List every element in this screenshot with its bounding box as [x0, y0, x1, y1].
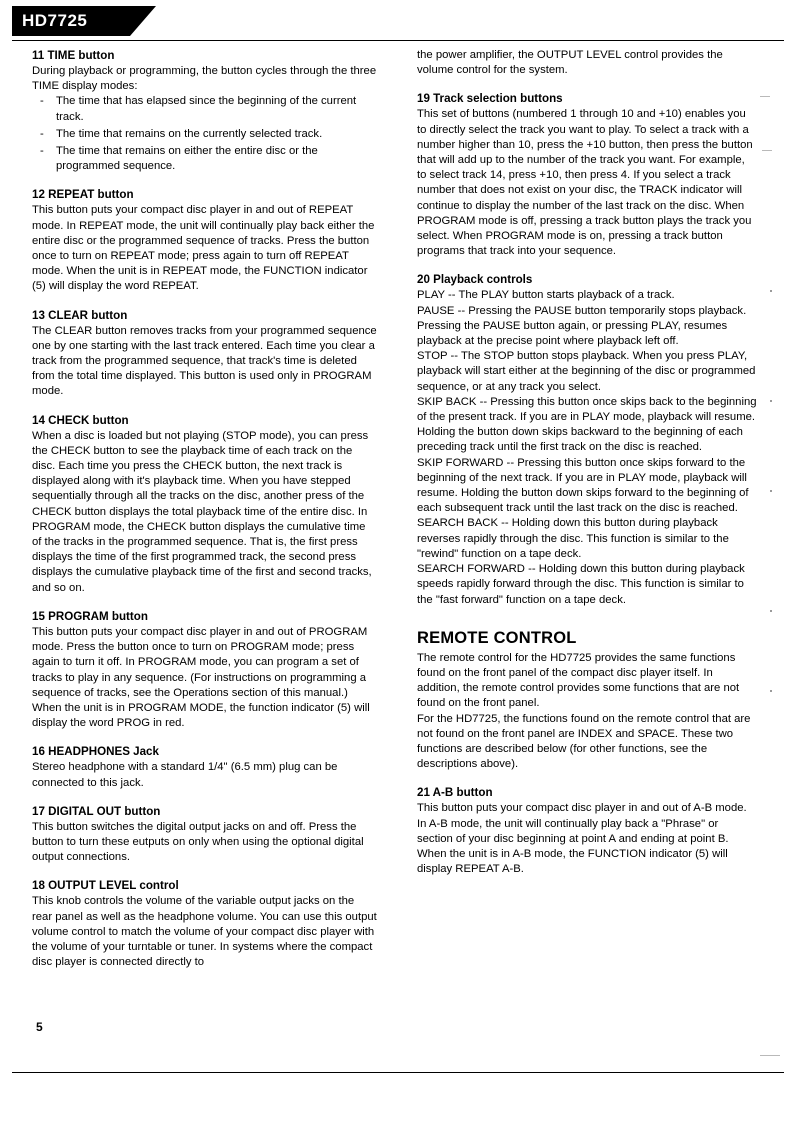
body-paragraph: the power amplifier, the OUTPUT LEVEL control provides the volume control for the system. [417, 49, 723, 77]
scan-artifact [770, 400, 772, 402]
body-paragraph: Stereo headphone with a standard 1/4" (6.5 mm) plug can be connected to this jack. [32, 761, 338, 789]
dash-bullet-icon: - [40, 145, 44, 158]
scan-artifact [760, 96, 770, 97]
list-item-text: The time that remains on either the entire disc or the programmed sequence. [56, 145, 318, 173]
body-paragraph: For the HD7725, the functions found on the remote control that are not found on the front panel are INDEX and SPACE. These two functions are described below (for other functions, see the descriptions above). [417, 712, 751, 771]
scan-artifact [770, 690, 772, 692]
body-paragraph: When a disc is loaded but not playing (STOP mode), you can press the CHECK button to see the playback time of each track on the disc. Each time you press the CHECK button, the next track is displayed along with it's playback time. When you have stepped sequentially through all the tracks on the disc, another press of the CHECK button displays the total playback time of the entire disc. In PROGRAM mode, the CHECK button displays the cumulative time of the tracks in the programmed sequence. That is, the first press displays the time of the first programmed track, the second press displays the cumulative playback time of the first and second tracks, and so on. [32, 429, 372, 594]
section-heading: 14 CHECK button [32, 413, 129, 427]
section-heading: 15 PROGRAM button [32, 609, 148, 623]
two-column-layout [0, 48, 797, 970]
body-paragraph: This knob controls the volume of the variable output jacks on the rear panel as well as the headphone volume. You can use this output volume control to match the volume of your compact disc player with the volume of your turntable or tuner. In systems where the compact disc player is connected directly to [32, 895, 377, 969]
major-heading: REMOTE CONTROL [417, 628, 577, 647]
body-paragraph: SEARCH BACK -- Holding down this button during playback reverses rapidly through the disc. This function is similar to the "rewind" function on a tape deck. [417, 517, 729, 560]
list-item [32, 127, 377, 142]
body-paragraph: This set of buttons (numbered 1 through 10 and +10) enables you to directly select the track you want to play. To select a track with a number higher than 10, press the +10 button, then press the button that will add up to the number of the track you want. For example, to select track 14, press +10, then press 4. If you select a track number that does not exist on your disc, the TRACK indicator will continue to display the number of the last track on the disc. When PROGRAM mode is off, pressing a track button plays the track you select. When PROGRAM mode is on, pressing a track button programs that track into your sequence. [417, 108, 753, 258]
bottom-divider [12, 1072, 784, 1073]
page-number: 5 [36, 1020, 43, 1034]
body-paragraph: This button puts your compact disc player in and out of A-B mode. In A-B mode, the unit will continually play back a "Phrase" or section of your disc beginning at point A and ending at point B. When the unit is in A-B mode, the FUNCTION indicator (5) will display REPEAT A-B. [417, 802, 747, 876]
body-paragraph: The CLEAR button removes tracks from your programmed sequence one by one starting with the last track entered. Each time you clear a track from the programmed sequence, that track's time is deleted from the total time displayed. This button is used only in PROGRAM mode. [32, 324, 377, 398]
scan-artifact [770, 610, 772, 612]
banner-wedge [130, 6, 156, 36]
dash-list [32, 94, 377, 174]
scan-artifact [770, 490, 772, 492]
body-paragraph: SKIP FORWARD -- Pressing this button once skips forward to the beginning of the next track. If you are in PLAY mode, playback will resume. Holding the button down skips forward to the beginning of each subsequent track until the last track on the disc is reached. [417, 456, 749, 515]
section-heading: 13 CLEAR button [32, 308, 128, 322]
section-heading: 19 Track selection buttons [417, 92, 563, 106]
section-heading: 21 A-B button [417, 786, 493, 800]
model-name: HD7725 [22, 11, 88, 30]
top-divider [12, 40, 784, 41]
model-banner [12, 6, 152, 36]
list-item [32, 144, 377, 174]
scan-artifact [760, 1055, 780, 1056]
section-heading: 11 TIME button [32, 49, 115, 62]
body-paragraph: This button switches the digital output jacks on and off. Press the button to turn these eutputs on only when using the optional digital output connections. [32, 820, 364, 864]
list-item-text: The time that has elapsed since the beginning of the current track. [56, 95, 357, 123]
left-column [32, 48, 377, 970]
scan-artifact [770, 290, 772, 292]
list-item [32, 94, 377, 124]
body-paragraph: SKIP BACK -- Pressing this button once skips back to the beginning of the present track. If you are in PLAY mode, playback will resume. Holding the button down skips backward to the beginning of each preceding track until the first track on the disc is reached. [417, 395, 757, 454]
section-heading: 20 Playback controls [417, 273, 533, 287]
body-paragraph: This button puts your compact disc player in and out of REPEAT mode. In REPEAT mode, the unit will continually play back either the entire disc or the programmed sequence of tracks. Press the button once to turn on REPEAT mode; press again to turn off REPEAT mode. When the unit is in REPEAT mode, the FUNCTION indicator (5) will display the word REPEAT. [32, 204, 375, 293]
body-paragraph: PAUSE -- Pressing the PAUSE button temporarily stops playback. Pressing the PAUSE button again, or pressing PLAY, resumes playback at the precise point where playback left off. [417, 304, 747, 348]
body-paragraph: During playback or programming, the button cycles through the three TIME display modes: [32, 65, 377, 93]
page-body [0, 48, 797, 970]
body-paragraph: PLAY -- The PLAY button starts playback of a track. [417, 289, 675, 302]
right-column [417, 48, 757, 970]
section-heading: 16 HEADPHONES Jack [32, 745, 159, 759]
dash-bullet-icon: - [40, 127, 44, 140]
body-paragraph: This button puts your compact disc player in and out of PROGRAM mode. Press the button once to turn on PROGRAM mode; press again to turn it off. In PROGRAM mode, you can program a set of tracks to play in any sequence. (For instructions on programming a sequence of tracks, see the Operations section of this manual.) When the unit is in PROGRAM MODE, the function indicator (5) will display the word PROG in red. [32, 625, 370, 730]
section-heading: 17 DIGITAL OUT button [32, 804, 161, 818]
body-paragraph: STOP -- The STOP button stops playback. When you press PLAY, playback will start either at the beginning of the disc or programmed sequence, or at any track you select. [417, 350, 756, 393]
scan-artifact [762, 150, 772, 151]
body-paragraph: The remote control for the HD7725 provides the same functions found on the front panel of the compact disc player itself. In addition, the remote control provides some functions that are not found on the front panel. [417, 651, 740, 710]
body-paragraph: SEARCH FORWARD -- Holding down this button during playback speeds rapidly forward through the disc. This function is similar to the "fast forward" function on a tape deck. [417, 563, 745, 606]
section-heading: 12 REPEAT button [32, 188, 134, 202]
section-heading: 18 OUTPUT LEVEL control [32, 879, 179, 893]
dash-bullet-icon: - [40, 95, 44, 108]
list-item-text: The time that remains on the currently selected track. [56, 127, 323, 140]
